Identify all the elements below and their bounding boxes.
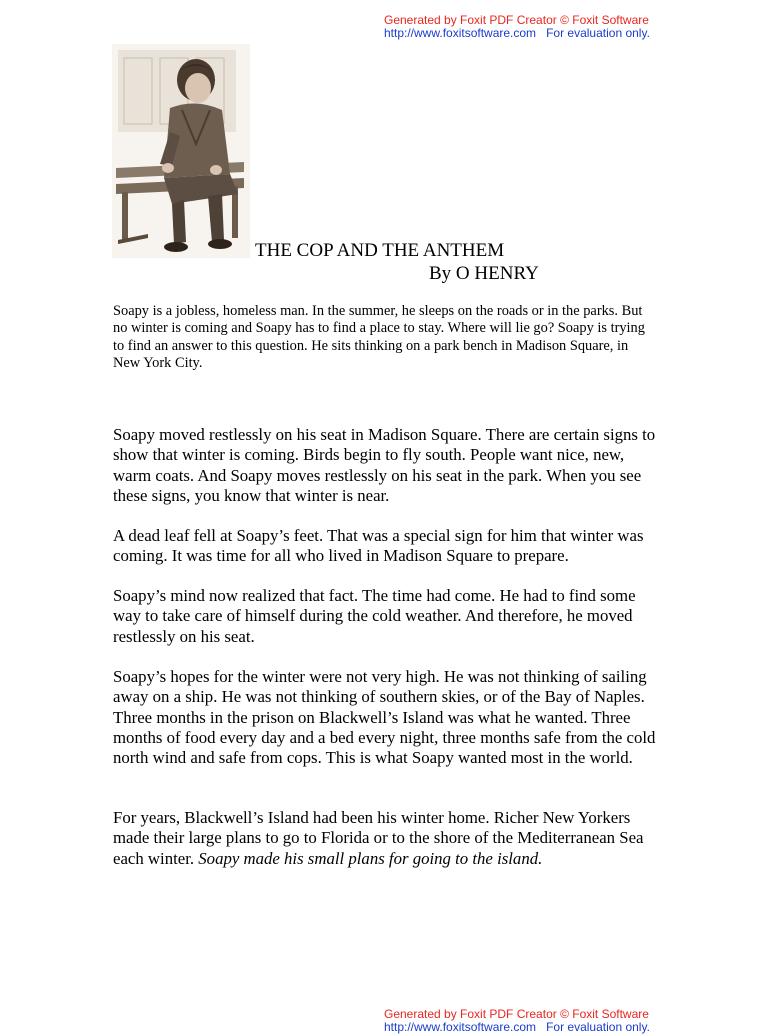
body-paragraph: Soapy’s mind now realized that fact. The time had come. He had to find some way to take care of himself during the cold weather. And therefore, he moved restlessly on his seat.: [113, 586, 636, 646]
body-paragraph: A dead leaf fell at Soapy’s feet. That was a special sign for him that winter was coming. It was time for all who lived in Madison Square to prepare.: [113, 526, 644, 566]
intro-paragraph: Soapy is a jobless, homeless man. In the summer, he sleeps on the roads or in the parks. But no winter is coming and Soapy has to find a place to stay. Where will lie go? Soapy is trying to find an answer to this question. He sits thinking on a park bench in Madison Square, in New York City.: [113, 303, 645, 372]
story-author: By O HENRY: [429, 263, 539, 284]
paragraph-text: For years, Blackwell’s Island had been his winter home. Richer New Yorkers made their large plans to go to Florida or to the shore of the Mediterranean Sea each winter.: [113, 808, 644, 868]
italic-sentence: Soapy made his small plans for going to the island.: [198, 848, 543, 868]
story-title: THE COP AND THE ANTHEM: [255, 240, 505, 261]
body-paragraph: Soapy’s hopes for the winter were not very high. He was not thinking of sailing away on a ship. He was not thinking of southern skies, or of the Bay of Naples. Three months in the prison on Blackwell’s Island was what he wanted. Three months of food every day and a bed every night, three months safe from the cold north wind and safe from cops. This is what Soapy wanted most in the world.: [113, 667, 656, 768]
watermark-url[interactable]: http://www.foxitsoftware.com: [384, 1020, 537, 1034]
watermark-line: Generated by Foxit PDF Creator © Foxit Software: [384, 13, 649, 27]
watermark-note: For evaluation only.: [546, 1020, 650, 1034]
soapy-on-bench-illustration: [112, 44, 250, 258]
foxit-watermark-bottom: [384, 1008, 650, 1034]
watermark-line: Generated by Foxit PDF Creator © Foxit Software: [384, 1007, 649, 1021]
body-paragraph: Soapy moved restlessly on his seat in Madison Square. There are certain signs to show that winter is coming. Birds begin to fly south. People want nice, new, warm coats. And Soapy moves restlessly on his seat in the park. When you see these signs, you know that winter is near.: [113, 425, 656, 505]
body-paragraph-last: [113, 808, 658, 869]
watermark-url[interactable]: http://www.foxitsoftware.com: [384, 26, 537, 40]
watermark-note: For evaluation only.: [546, 26, 650, 40]
foxit-watermark-top: [384, 14, 650, 40]
